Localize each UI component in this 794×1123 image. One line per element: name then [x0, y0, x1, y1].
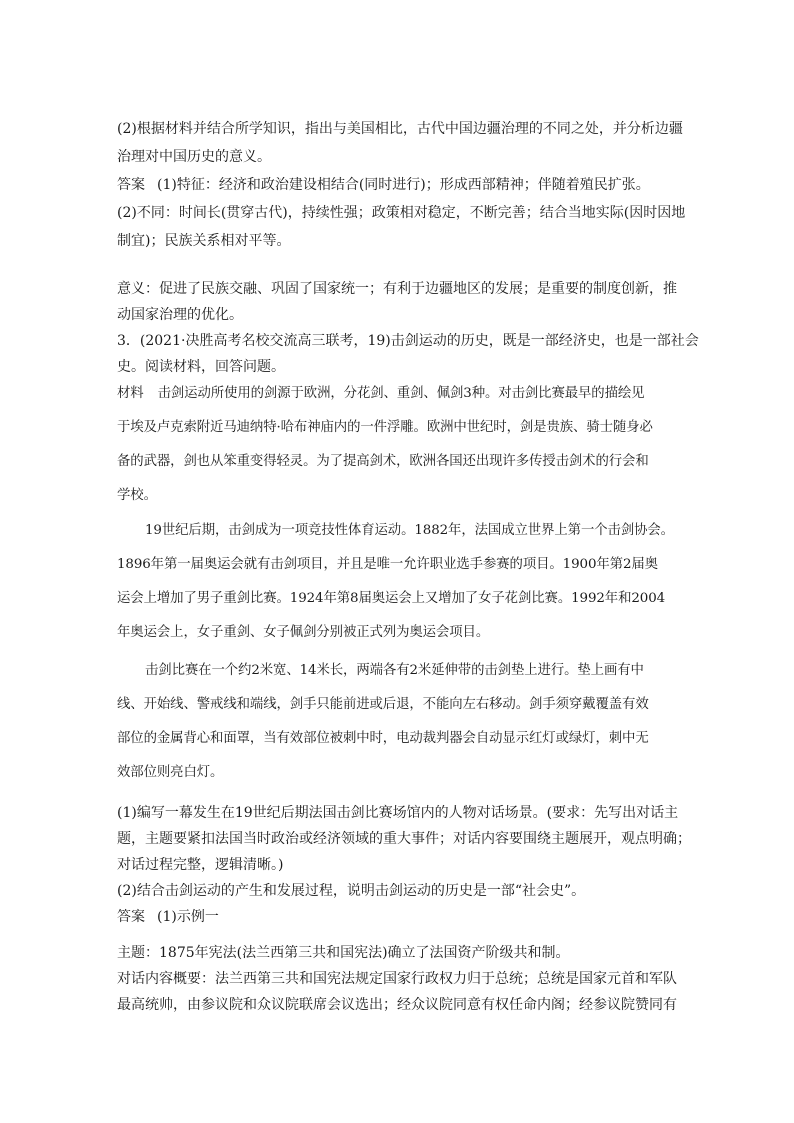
material-p3-line-1: 击剑比赛在一个约2米宽、14米长，两端各有2米延伸带的击剑垫上进行。垫上画有中 [145, 663, 644, 678]
material-p3-line-3: 部位的金属背心和面罩，当有效部位被刺中时，电动裁判器会自动显示红灯或绿灯，刺中无 [117, 731, 649, 746]
answer-2-line-1 [117, 175, 687, 195]
question-3-part-1-line-3: 对话过程完整，逻辑清晰。) [117, 857, 284, 873]
material-p2-line-3: 运会上增加了男子重剑比赛。1924年第8届奥运会上又增加了女子花剑比赛。1992年和2004 [117, 591, 666, 606]
answer-3-line-3: 对话内容概要：法兰西第三共和国宪法规定国家行政权力归于总统；总统是国家元首和军队 [117, 971, 677, 987]
material-p2-line-4: 年奥运会上，女子重剑、女子佩剑分别被正式列为奥运会项目。 [117, 625, 490, 640]
material-p1-line-3: 备的武器，剑也从笨重变得轻灵。为了提高剑术，欧洲各国还出现许多传授击剑术的行会和 [117, 454, 649, 469]
material-p1-line-1 [117, 384, 687, 404]
material-p2-line-2: 1896年第一届奥运会就有击剑项目，并且是唯一允许职业选手参赛的项目。1900年第2届奥 [117, 557, 658, 572]
answer-2-line-3: 制宜)；民族关系相对平等。 [117, 233, 291, 249]
question-3-part-1-line-1: (1)编写一幕发生在19世纪后期法国击剑比赛场馆内的人物对话场景。(要求：先写出对话主 [117, 805, 679, 821]
material-label: 材料 [117, 386, 144, 401]
material-p3-line-2: 线、开始线、警戒线和端线，剑手只能前进或后退，不能向左右移动。剑手须穿戴覆盖有效 [117, 697, 649, 712]
answer-label: 答案 [117, 909, 145, 925]
question-2-part-2-line-2: 治理对中国历史的意义。 [117, 149, 271, 165]
material-p1-line-2: 于埃及卢克索附近马迪纳特·哈布神庙内的一件浮雕。欧洲中世纪时，剑是贵族、骑士随身必 [117, 420, 653, 435]
question-3-line-1: 3．(2021·决胜高考名校交流高三联考，19)击剑运动的历史，既是一部经济史，也是一部社会 [117, 333, 699, 349]
material-p1-text-1: 击剑运动所使用的剑源于欧洲，分花剑、重剑、佩剑3种。对击剑比赛最早的描绘见 [157, 386, 645, 401]
answer-3-line-1 [117, 907, 687, 927]
answer-2-text-1: (1)特征：经济和政治建设相结合(同时进行)；形成西部精神；伴随着殖民扩张。 [157, 177, 650, 193]
material-p1-line-4: 学校。 [117, 488, 157, 503]
answer-3-line-2: 主题：1875年宪法(法兰西第三共和国宪法)确立了法国资产阶级共和制。 [117, 945, 570, 961]
question-3-part-2-line-1: (2)结合击剑运动的产生和发展过程，说明击剑运动的历史是一部“社会史”。 [117, 883, 586, 899]
question-2-part-2-line-1: (2)根据材料并结合所学知识，指出与美国相比，古代中国边疆治理的不同之处，并分析边疆 [117, 121, 683, 137]
answer-2-line-4: 意义：促进了民族交融、巩固了国家统一；有利于边疆地区的发展；是重要的制度创新，推 [117, 281, 677, 297]
answer-label: 答案 [117, 177, 145, 193]
material-p2-line-1: 19世纪后期，击剑成为一项竞技性体育运动。1882年，法国成立世界上第一个击剑协会。 [145, 523, 674, 538]
answer-2-line-5: 动国家治理的优化。 [117, 307, 243, 323]
question-3-line-2: 史。阅读材料，回答问题。 [117, 359, 285, 375]
answer-3-text-1: (1)示例一 [157, 909, 219, 925]
material-p3-line-4: 效部位则亮白灯。 [117, 765, 224, 780]
answer-2-line-2: (2)不同：时间长(贯穿古代)，持续性强；政策相对稳定，不断完善；结合当地实际(因时因地 [117, 205, 686, 221]
question-3-part-1-line-2: 题，主题要紧扣法国当时政治或经济领域的重大事件；对话内容要围绕主题展开，观点明确； [117, 831, 691, 847]
answer-3-line-4: 最高统帅，由参议院和众议院联席会议选出；经众议院同意有权任命内阁；经参议院赞同有 [117, 997, 677, 1013]
